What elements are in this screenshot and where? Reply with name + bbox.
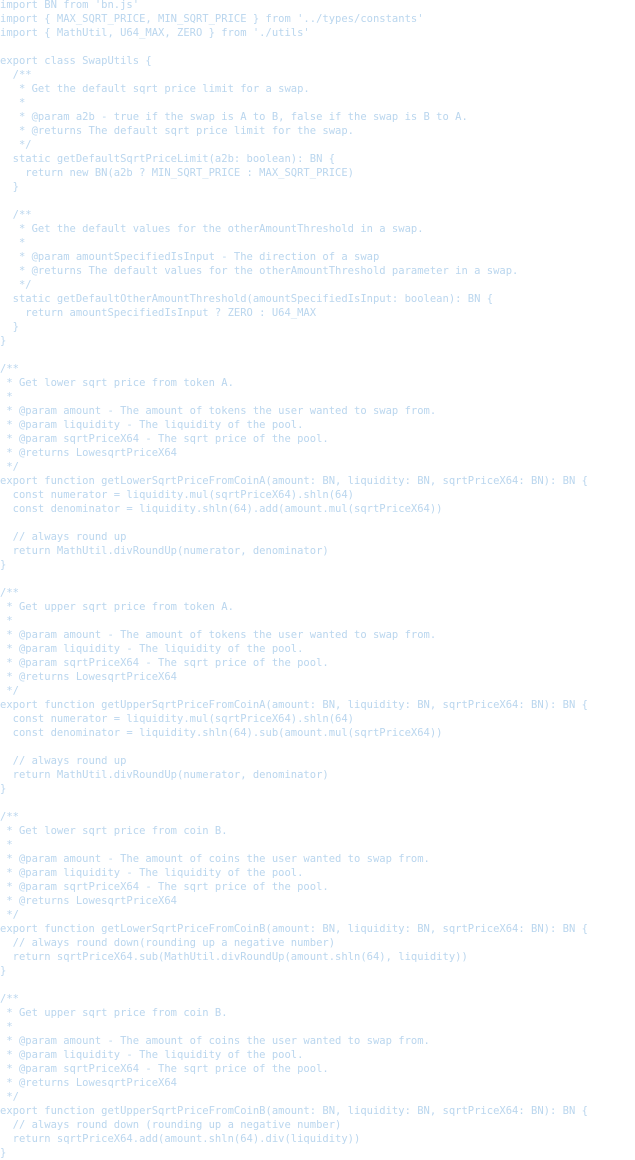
code-line: */ [0, 461, 19, 473]
code-line [0, 740, 588, 754]
code-line: */ [0, 279, 32, 291]
code-line: * @returns The default sqrt price limit for the swap. [0, 125, 355, 137]
code-line: * @param amount - The amount of coins the user wanted to swap from. [0, 1035, 430, 1047]
code-line: /** [0, 811, 19, 823]
code-line: export function getLowerSqrtPriceFromCoinA(amount: BN, liquidity: BN, sqrtPriceX64: BN): BN { [0, 475, 588, 487]
code-line [0, 572, 588, 586]
code-line: // always round down (rounding up a negative number) [0, 1119, 342, 1131]
code-line: export function getUpperSqrtPriceFromCoinB(amount: BN, liquidity: BN, sqrtPriceX64: BN): BN { [0, 1105, 588, 1117]
code-line: * @param amountSpecifiedIsInput - The direction of a swap [0, 251, 380, 263]
code-line: } [0, 559, 7, 571]
code-line: * [0, 839, 13, 851]
code-line: // always round down(rounding up a negative number) [0, 937, 336, 949]
code-line: * [0, 391, 13, 403]
code-line: } [0, 965, 7, 977]
code-line: import { MathUtil, U64_MAX, ZERO } from './utils' [0, 27, 310, 39]
code-line [0, 516, 588, 530]
code-line: * [0, 615, 13, 627]
code-line: } [0, 321, 19, 333]
code-line: export function getLowerSqrtPriceFromCoinB(amount: BN, liquidity: BN, sqrtPriceX64: BN): BN { [0, 923, 588, 935]
code-line: * @returns LowesqrtPriceX64 [0, 447, 178, 459]
code-line: return new BN(a2b ? MIN_SQRT_PRICE : MAX_SQRT_PRICE) [0, 167, 355, 179]
code-line: /** [0, 993, 19, 1005]
code-line: * @param liquidity - The liquidity of the pool. [0, 419, 304, 431]
code-line [0, 40, 588, 54]
code-line: */ [0, 139, 32, 151]
code-line: import BN from 'bn.js' [0, 0, 140, 11]
code-line: const denominator = liquidity.shln(64).sub(amount.mul(sqrtPriceX64)) [0, 727, 443, 739]
code-line: } [0, 783, 7, 795]
code-line [0, 796, 588, 810]
code-line: // always round up [0, 531, 127, 543]
code-line: * @returns The default values for the otherAmountThreshold parameter in a swap. [0, 265, 519, 277]
code-line [0, 194, 588, 208]
code-line: export function getUpperSqrtPriceFromCoinA(amount: BN, liquidity: BN, sqrtPriceX64: BN): BN { [0, 699, 588, 711]
code-line: * Get upper sqrt price from coin B. [0, 1007, 228, 1019]
code-line: const numerator = liquidity.mul(sqrtPriceX64).shln(64) [0, 489, 355, 501]
code-line: * [0, 1021, 13, 1033]
code-line: const denominator = liquidity.shln(64).add(amount.mul(sqrtPriceX64)) [0, 503, 443, 515]
code-line: /** [0, 69, 32, 81]
code-line: * @param sqrtPriceX64 - The sqrt price of the pool. [0, 657, 329, 669]
code-line: * @param amount - The amount of coins the user wanted to swap from. [0, 853, 430, 865]
code-line: import { MAX_SQRT_PRICE, MIN_SQRT_PRICE } from '../types/constants' [0, 13, 424, 25]
code-line: * @returns LowesqrtPriceX64 [0, 1077, 178, 1089]
code-line: */ [0, 909, 19, 921]
code-line [0, 348, 588, 362]
code-line: * Get lower sqrt price from token A. [0, 377, 234, 389]
code-line: * @param sqrtPriceX64 - The sqrt price of the pool. [0, 1063, 329, 1075]
code-line: */ [0, 1091, 19, 1103]
code-line: * @param liquidity - The liquidity of the pool. [0, 1049, 304, 1061]
code-line: return sqrtPriceX64.sub(MathUtil.divRoundUp(amount.shln(64), liquidity)) [0, 951, 468, 963]
code-line: * Get the default sqrt price limit for a swap. [0, 83, 310, 95]
code-line: * Get lower sqrt price from coin B. [0, 825, 228, 837]
code-line: */ [0, 685, 19, 697]
code-line: * [0, 97, 26, 109]
code-line: * @returns LowesqrtPriceX64 [0, 895, 178, 907]
code-line: return amountSpecifiedIsInput ? ZERO : U64_MAX [0, 307, 317, 319]
code-line: return sqrtPriceX64.add(amount.shln(64).div(liquidity)) [0, 1133, 361, 1145]
code-line [0, 978, 588, 992]
code-line: /** [0, 209, 32, 221]
code-line: * Get upper sqrt price from token A. [0, 601, 234, 613]
code-line: * @returns LowesqrtPriceX64 [0, 671, 178, 683]
code-line: * @param liquidity - The liquidity of the pool. [0, 867, 304, 879]
code-line: } [0, 335, 7, 347]
code-line: /** [0, 363, 19, 375]
code-line: export class SwapUtils { [0, 55, 152, 67]
code-line: * @param a2b - true if the swap is A to B, false if the swap is B to A. [0, 111, 468, 123]
code-line: const numerator = liquidity.mul(sqrtPriceX64).shln(64) [0, 713, 355, 725]
code-line: * @param liquidity - The liquidity of the pool. [0, 643, 304, 655]
code-line: * @param amount - The amount of tokens the user wanted to swap from. [0, 629, 437, 641]
code-line: * Get the default values for the otherAmountThreshold in a swap. [0, 223, 424, 235]
code-line: * @param sqrtPriceX64 - The sqrt price of the pool. [0, 433, 329, 445]
code-line: return MathUtil.divRoundUp(numerator, denominator) [0, 769, 329, 781]
code-line: /** [0, 587, 19, 599]
code-line: * @param sqrtPriceX64 - The sqrt price of the pool. [0, 881, 329, 893]
code-line: static getDefaultSqrtPriceLimit(a2b: boolean): BN { [0, 153, 336, 165]
code-line: } [0, 181, 19, 193]
code-line: return MathUtil.divRoundUp(numerator, denominator) [0, 545, 329, 557]
code-line: static getDefaultOtherAmountThreshold(amountSpecifiedIsInput: boolean): BN { [0, 293, 494, 305]
code-line: * [0, 237, 26, 249]
code-line: } [0, 1147, 7, 1159]
code-line: * @param amount - The amount of tokens the user wanted to swap from. [0, 405, 437, 417]
code-line: // always round up [0, 755, 127, 767]
